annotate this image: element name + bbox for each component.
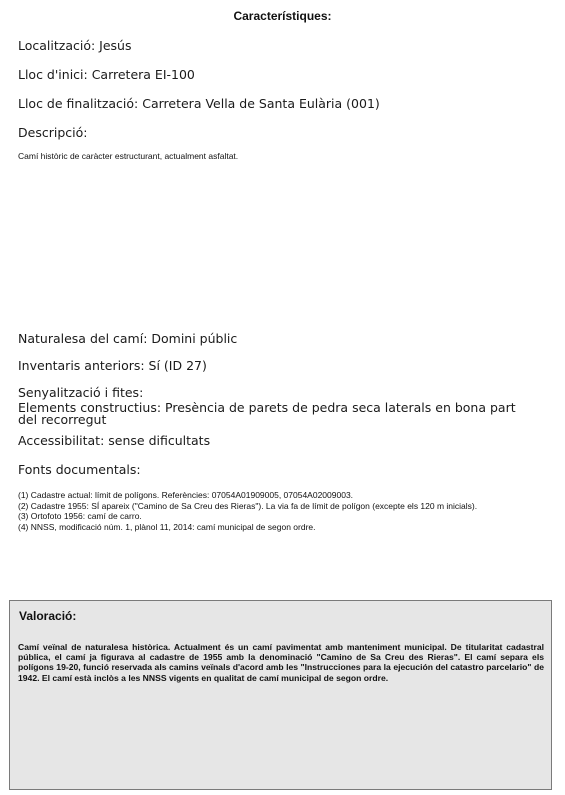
inventaris-field: Inventaris anteriors: Sí (ID 27) bbox=[18, 358, 207, 373]
elements-constructius-field: Elements constructius: Presència de parets de pedra seca laterals en bona part del recorregut bbox=[18, 402, 516, 427]
accessibilitat-field: Accessibilitat: sense dificultats bbox=[18, 433, 211, 448]
descripcio-label: Descripció: bbox=[18, 125, 88, 140]
valoracio-title: Valoració: bbox=[19, 609, 77, 623]
senyalitzacio-field: Senyalització i fites: bbox=[18, 385, 144, 400]
sources-list bbox=[18, 490, 550, 532]
localitzacio-field: Localització: Jesús bbox=[18, 38, 132, 53]
naturalesa-field: Naturalesa del camí: Domini públic bbox=[18, 331, 238, 346]
source-item: (1) Cadastre actual: límit de polígons. Referències: 07054A01909005, 07054A02009003. bbox=[18, 490, 354, 500]
page-title: Característiques: bbox=[233, 9, 332, 23]
valoracio-box bbox=[9, 600, 552, 790]
lloc-finalitzacio-field: Lloc de finalització: Carretera Vella de Santa Eulària (001) bbox=[18, 96, 380, 111]
source-item: (4) NNSS, modificació núm. 1, plànol 11, 2014: camí municipal de segon ordre. bbox=[18, 521, 316, 532]
valoracio-text: Camí veïnal de naturalesa històrica. Actualment és un camí pavimentat amb manteniment municipal. De titularitat cadastral pública, el camí ja figurava al cadastre de 1955 amb la denominació "Camino de Sa Creu des Rieras". El camí separa els polígons 19-20, funció reservada als camins veïnals d'acord amb les "Instrucciones para la ejecución del catastro parcelario" de 1942. El camí està inclòs a les NNSS vigents en qualitat de camí municipal de segon ordre. bbox=[18, 642, 544, 683]
descripcio-text: Camí històric de caràcter estructurant, actualment asfaltat. bbox=[18, 151, 239, 161]
fonts-documentals-label: Fonts documentals: bbox=[18, 462, 141, 477]
lloc-inici-field: Lloc d'inici: Carretera EI-100 bbox=[18, 67, 195, 82]
source-item: (3) Ortofoto 1956: camí de carro. bbox=[18, 511, 142, 521]
source-item: (2) Cadastre 1955: SÍ apareix ("Camino de Sa Creu des Rieras"). La via fa de límit de polígon (excepte els 120 m inicials). bbox=[18, 500, 478, 511]
